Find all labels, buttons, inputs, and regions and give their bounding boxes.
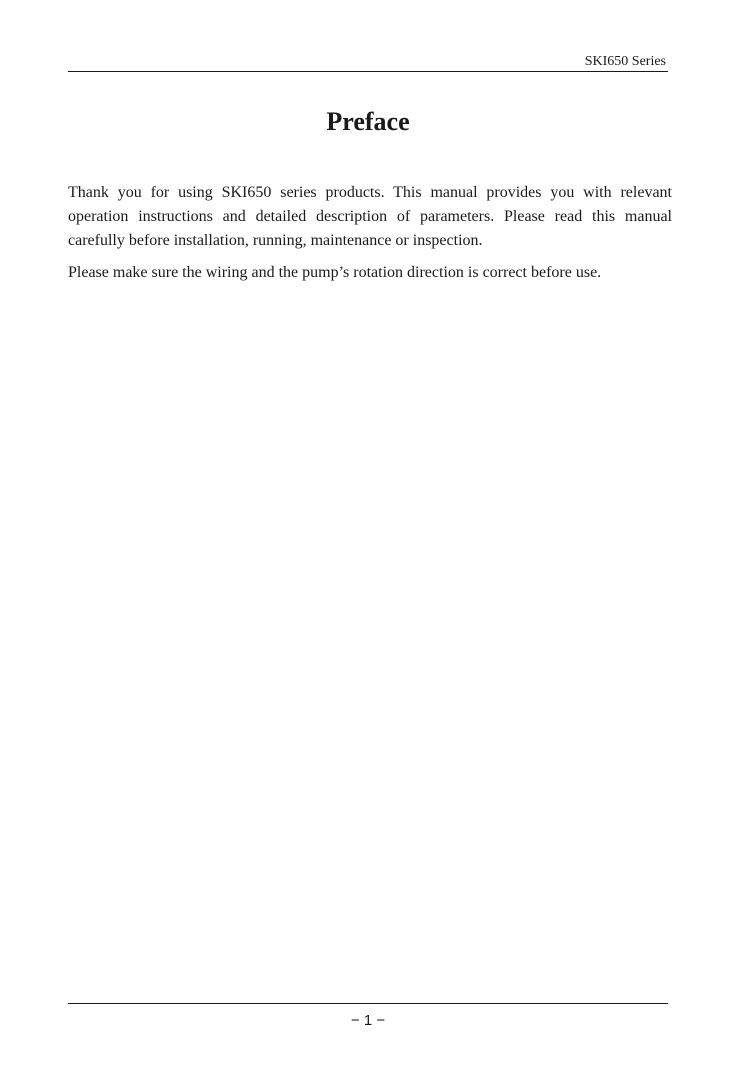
paragraph-intro: Thank you for using SKI650 series products. This manual provides you with relevant operation instructions and detailed description of parameters. Please read this manual carefully before installation, running, maintenance or inspection.	[68, 184, 672, 249]
paragraph-notice: Please make sure the wiring and the pump’s rotation direction is correct before use.	[68, 264, 602, 281]
page-title: Preface	[326, 107, 410, 136]
running-header: SKI650 Series	[584, 54, 666, 69]
footer-rule	[68, 1003, 668, 1004]
body-text	[68, 181, 672, 285]
page-number: − 1 −	[350, 1012, 386, 1029]
header-rule	[68, 71, 668, 72]
